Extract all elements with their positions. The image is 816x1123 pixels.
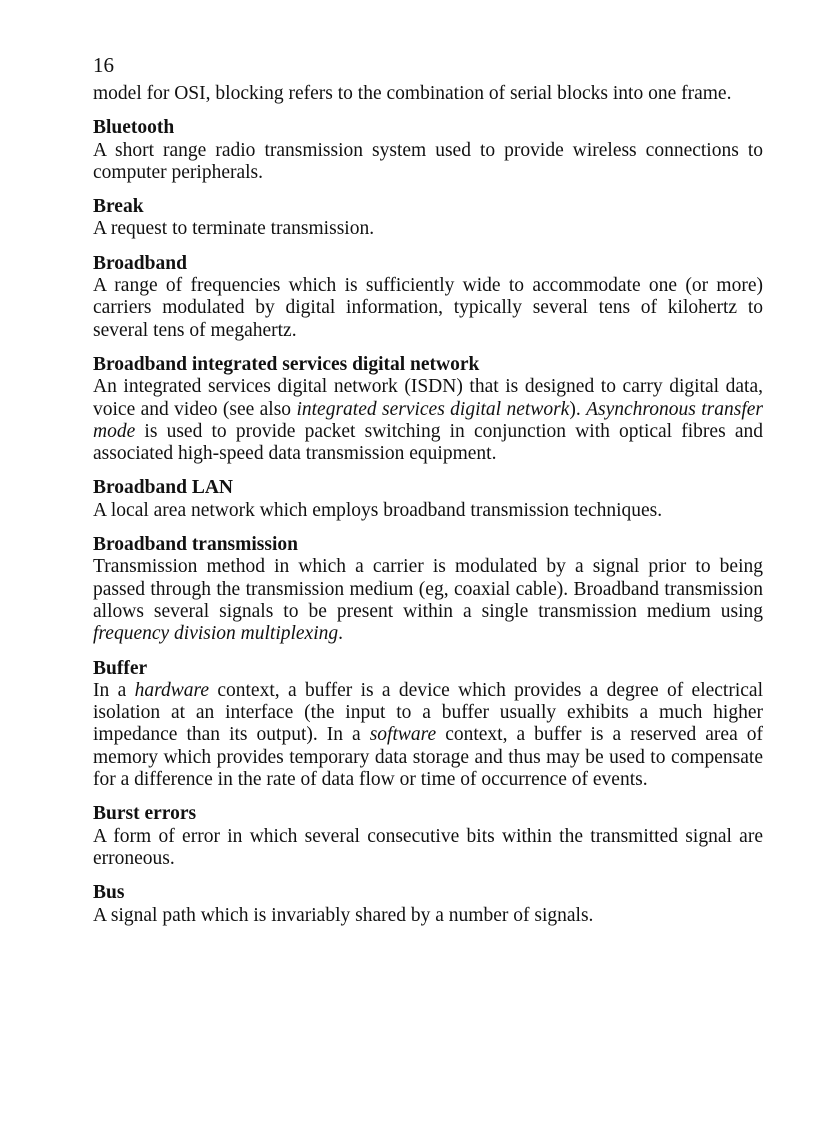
definition-text: A local area network which employs broadband transmission techniques. [93,499,663,521]
definition-text: A form of error in which several consecutive bits within the transmitted signal are erroneous. [93,825,763,869]
definition-text: ). [569,398,587,420]
definition-text: context, a buffer is a device which provides a degree of electrical isolation at an interface (the input to a buffer usually exhibits a much higher impedance than its output). In a [93,679,763,746]
glossary-term: Bluetooth [93,117,175,139]
glossary-entry [93,354,763,465]
italic-cross-reference: Asynchronous transfer mode [93,398,764,442]
glossary-entries [93,117,763,927]
glossary-definition [93,218,763,240]
italic-cross-reference: software [369,724,437,746]
definition-text: model for OSI, blocking refers to the combination of serial blocks into one frame. [93,83,732,104]
glossary-entry [93,658,763,792]
definition-text: An integrated services digital network (ISDN) that is designed to carry digital data, voice and video (see also [93,376,763,420]
glossary-entry [93,196,763,241]
glossary-definition [93,376,763,465]
definition-text: . [338,623,344,645]
glossary-entry [93,477,763,522]
definition-text: In a [93,679,135,701]
glossary-term: Buffer [93,657,148,679]
definition-text: Transmission method in which a carrier is modulated by a signal prior to being passed through the transmission medium (eg, coaxial cable). Broadband transmission allows several signals to be present within a single transmission medium using [93,556,763,622]
glossary-definition [93,826,763,871]
glossary-entry [93,803,763,870]
glossary-term: Broadband transmission [93,534,298,556]
glossary-term: Bus [93,882,125,904]
glossary-term: Broadband [93,252,187,274]
italic-cross-reference: integrated services digital network [296,398,570,420]
glossary-entry [93,534,763,645]
definition-text: context, a buffer is a reserved area of memory which provides temporary data storage and thus may be used to compensate for a difference in the rate of data flow or time of occurrence of events. [93,724,763,791]
glossary-definition [93,556,763,645]
definition-text: A range of frequencies which is sufficiently wide to accommodate one (or more) carriers modulated by digital information, typically several tens of kilohertz to several tens of megahertz. [93,275,763,341]
italic-cross-reference: frequency division multiplexing [93,623,339,645]
italic-cross-reference: hardware [134,679,209,701]
glossary-definition [93,500,763,522]
glossary-entry [93,253,763,342]
glossary-term: Break [93,196,144,218]
glossary-entry [93,882,763,927]
glossary-entry [93,117,763,184]
glossary-term: Broadband integrated services digital network [93,353,480,375]
page-number: 16 [93,53,114,77]
glossary-definition [93,140,763,185]
glossary-definition [93,680,763,791]
glossary-term: Broadband LAN [93,477,233,499]
definition-text: A signal path which is invariably shared by a number of signals. [93,904,594,926]
glossary-page [93,52,763,939]
glossary-definition [93,905,763,927]
continued-definition [93,83,763,105]
definition-text: A request to terminate transmission. [93,218,375,240]
glossary-definition [93,275,763,342]
definition-text: A short range radio transmission system used to provide wireless connections to computer peripherals. [93,139,763,183]
definition-text: is used to provide packet switching in conjunction with optical fibres and associated high-speed data transmission equipment. [93,420,763,465]
glossary-term: Burst errors [93,803,197,825]
